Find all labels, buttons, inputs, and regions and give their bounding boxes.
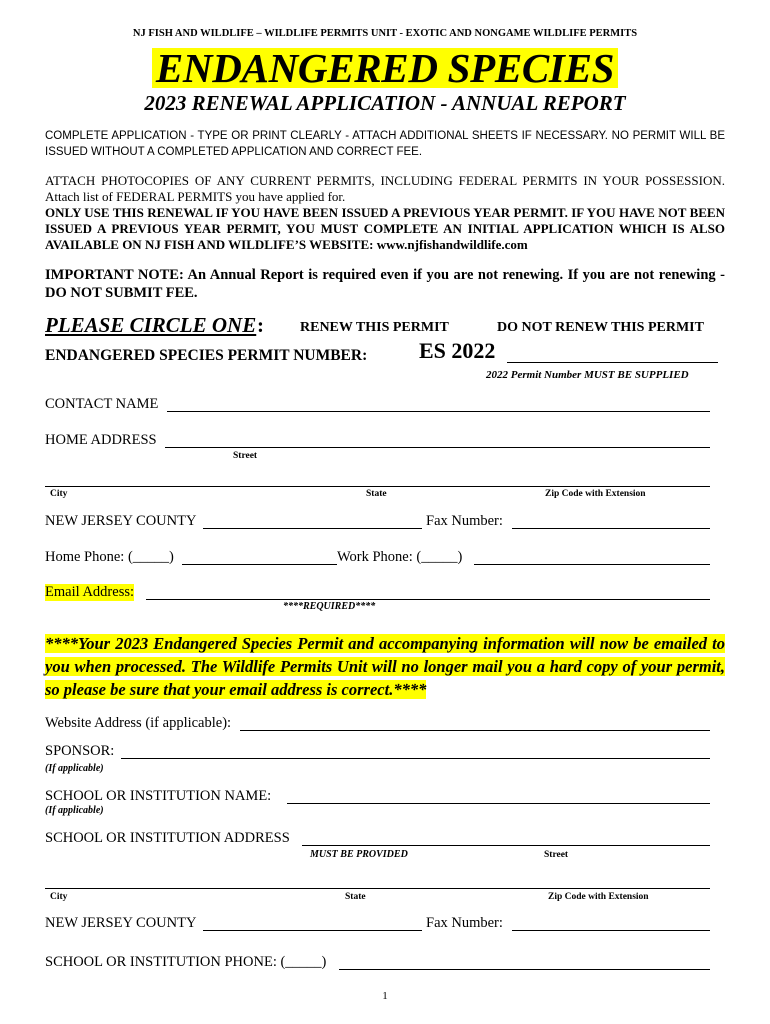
email-field[interactable] [146,599,710,600]
school-nj-county-label: NEW JERSEY COUNTY [45,915,197,931]
permit-number-note: 2022 Permit Number MUST BE SUPPLIED [486,369,689,381]
do-not-renew-option[interactable]: DO NOT RENEW THIS PERMIT [497,320,704,335]
sponsor-label: SPONSOR: [45,743,115,759]
important-note: IMPORTANT NOTE: An Annual Report is required even if you are not renewing. If you are not renewing - DO NOT SUBMIT FEE. [45,267,725,301]
school-zip-caption: Zip Code with Extension [548,892,649,902]
email-notice-text: ****Your 2023 Endangered Species Permit and accompanying information will now be emailed to you when processed. The Wildlife Permits Unit will no longer mail you a hard copy of your permit, so please be sure that your email address is correct.**** [45,634,725,699]
fax-label: Fax Number: [426,513,503,529]
contact-name-field[interactable] [167,411,710,412]
email-notice [45,632,725,701]
permit-number-field[interactable] [507,362,718,363]
zip-caption: Zip Code with Extension [545,489,646,499]
page-title: ENDANGERED SPECIES [152,48,618,88]
school-phone-label: SCHOOL OR INSTITUTION PHONE: (_____) [45,954,327,970]
agency-header: NJ FISH AND WILDLIFE – WILDLIFE PERMITS UNIT - EXOTIC AND NONGAME WILDLIFE PERMITS [132,28,638,39]
attach-caps-text: ATTACH PHOTOCOPIES OF ANY CURRENT PERMITS, INCLUDING FEDERAL PERMITS IN YOUR POSSESSION. [45,173,725,188]
school-address-street-field[interactable] [302,845,710,846]
school-fax-field[interactable] [512,930,710,931]
circle-label-text: PLEASE CIRCLE ONE [45,313,257,337]
circle-colon: : [257,313,264,337]
school-address-label: SCHOOL OR INSTITUTION ADDRESS [45,830,290,846]
school-name-field[interactable] [287,803,710,804]
school-name-if-applicable: (If applicable) [45,805,104,816]
sponsor-if-applicable: (If applicable) [45,763,104,774]
email-required-note: ****REQUIRED**** [283,601,376,612]
city-caption: City [50,489,68,499]
fax-field[interactable] [512,528,710,529]
street-caption: Street [233,451,258,461]
nj-county-label: NEW JERSEY COUNTY [45,513,197,529]
school-state-caption: State [345,892,366,902]
school-phone-field[interactable] [339,969,710,970]
home-phone-field[interactable] [182,564,337,565]
school-name-label: SCHOOL OR INSTITUTION NAME: [45,788,272,804]
school-fax-label: Fax Number: [426,915,503,931]
instructions-attach [45,173,725,205]
website-label: Website Address (if applicable): [45,715,232,731]
permit-number-prefix: ES 2022 [419,338,496,363]
contact-name-label: CONTACT NAME [45,396,159,412]
email-label: Email Address: [45,584,135,600]
sponsor-field[interactable] [121,758,710,759]
home-address-city-state-zip-field[interactable] [45,486,710,487]
school-city-caption: City [50,892,68,902]
state-caption: State [366,489,387,499]
page-subtitle: 2023 RENEWAL APPLICATION - ANNUAL REPORT [144,91,626,115]
school-nj-county-field[interactable] [203,930,422,931]
nj-county-field[interactable] [203,528,422,529]
instructions-only-use: ONLY USE THIS RENEWAL IF YOU HAVE BEEN ISSUED A PREVIOUS YEAR PERMIT. IF YOU HAVE NOT BEEN ISSUED A PREVIOUS YEAR PERMIT, YOU MUST COMPLETE AN INITIAL APPLICATION WHICH IS ALSO AVAILABLE ON NJ FISH AND WILDLIFE’S WEBSITE: www.njfishandwildlife.com [45,205,725,252]
attach-rest-text: Attach list of FEDERAL PERMITS you have applied for. [45,189,346,204]
work-phone-label: Work Phone: (_____) [337,549,463,565]
instructions-complete: COMPLETE APPLICATION - TYPE OR PRINT CLEARLY - ATTACH ADDITIONAL SHEETS IF NECESSARY. NO PERMIT WILL BE ISSUED WITHOUT A COMPLETED APPLICATION AND CORRECT FEE. [45,130,725,158]
home-phone-label: Home Phone: (_____) [45,549,174,565]
circle-one-label [45,313,256,338]
home-address-label: HOME ADDRESS [45,432,157,448]
home-address-street-field[interactable] [165,447,710,448]
must-be-provided-note: MUST BE PROVIDED [310,849,408,860]
school-street-caption: Street [544,850,569,860]
work-phone-field[interactable] [474,564,710,565]
renew-option[interactable]: RENEW THIS PERMIT [300,320,449,335]
permit-number-label: ENDANGERED SPECIES PERMIT NUMBER: [45,347,368,364]
website-field[interactable] [240,730,710,731]
page-number: 1 [382,990,388,1002]
school-city-state-zip-field[interactable] [45,888,710,889]
